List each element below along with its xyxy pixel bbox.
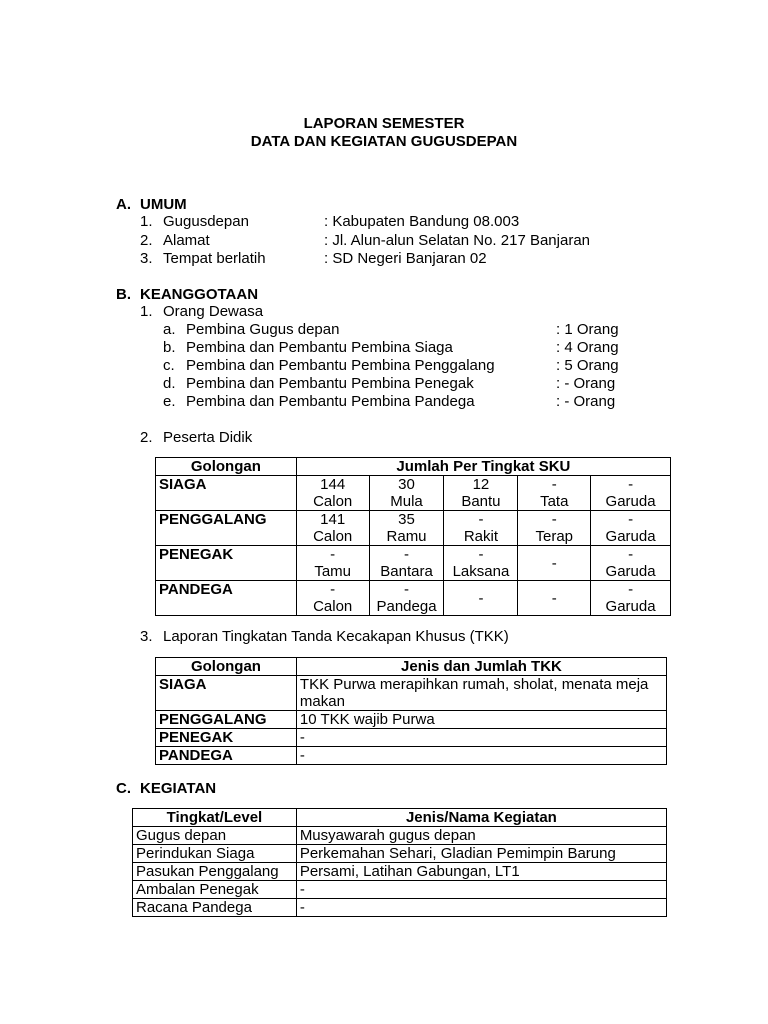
umum-item-label: Tempat berlatih <box>163 250 266 267</box>
section-b-title: KEANGGOTAAN <box>140 286 259 303</box>
table-row <box>156 676 667 711</box>
table-row <box>156 747 667 765</box>
sku-cell: - Garuda <box>591 511 671 546</box>
table-row <box>156 546 671 581</box>
kegiatan-cell: - <box>296 899 666 917</box>
adult-label: Pembina dan Pembantu Pembina Penggalang <box>186 357 495 374</box>
sub-item-label: Orang Dewasa <box>163 303 264 320</box>
sku-cell: - <box>518 546 591 581</box>
sku-cell: 144 Calon <box>296 476 369 511</box>
adult-letter: a. <box>163 321 176 338</box>
golongan-cell: PANDEGA <box>156 581 297 616</box>
golongan-cell: PENEGAK <box>156 546 297 581</box>
sku-cell: - Garuda <box>591 546 671 581</box>
table-row <box>133 863 667 881</box>
sku-cell: 35 Ramu <box>369 511 444 546</box>
level-cell: Ambalan Penegak <box>133 881 297 899</box>
table-row <box>156 476 671 511</box>
tkk-cell: - <box>296 729 666 747</box>
section-a-letter: A. <box>116 196 131 213</box>
section-c-title: KEGIATAN <box>140 780 217 797</box>
sku-cell: 30 Mula <box>369 476 444 511</box>
adult-label: Pembina dan Pembantu Pembina Pandega <box>186 393 475 410</box>
sub-item-num: 1. <box>140 303 153 320</box>
umum-item-num: 2. <box>140 232 153 249</box>
level-cell: Gugus depan <box>133 827 297 845</box>
sku-cell: - Laksana <box>444 546 518 581</box>
umum-item-value: : Kabupaten Bandung 08.003 <box>324 213 520 230</box>
adult-value: : 1 Orang <box>556 321 619 338</box>
adult-value: : 5 Orang <box>556 357 619 374</box>
tkk-cell: - <box>296 747 666 765</box>
adult-letter: b. <box>163 339 176 356</box>
table-row <box>133 827 667 845</box>
table-header-row <box>156 458 671 476</box>
kegiatan-table <box>132 808 667 917</box>
table-row <box>156 581 671 616</box>
table-header-row <box>156 658 667 676</box>
sku-cell: - Pandega <box>369 581 444 616</box>
sku-cell: - Garuda <box>591 476 671 511</box>
table-row <box>133 899 667 917</box>
adult-value: : - Orang <box>556 375 616 392</box>
table-row <box>133 845 667 863</box>
report-subtitle: DATA DAN KEGIATAN GUGUSDEPAN <box>250 133 518 150</box>
adult-letter: d. <box>163 375 176 392</box>
sub-item-label: Peserta Didik <box>163 429 253 446</box>
golongan-cell: PANDEGA <box>156 747 297 765</box>
adult-label: Pembina Gugus depan <box>186 321 340 338</box>
sku-cell: - Tamu <box>296 546 369 581</box>
table-header-row <box>133 809 667 827</box>
sku-cell: - Rakit <box>444 511 518 546</box>
table-row <box>156 511 671 546</box>
golongan-cell: PENGGALANG <box>156 711 297 729</box>
umum-item-label: Gugusdepan <box>163 213 249 230</box>
sub-item-num: 3. <box>140 628 153 645</box>
golongan-cell: PENGGALANG <box>156 511 297 546</box>
sku-cell: - Terap <box>518 511 591 546</box>
sku-cell: - <box>444 581 518 616</box>
sku-cell: 141 Calon <box>296 511 369 546</box>
kegiatan-cell: Perkemahan Sehari, Gladian Pemimpin Barung <box>296 845 666 863</box>
sku-cell: - Tata <box>518 476 591 511</box>
tkk-cell: TKK Purwa merapihkan rumah, sholat, menata meja makan <box>296 676 666 711</box>
level-cell: Perindukan Siaga <box>133 845 297 863</box>
peserta-didik-table <box>155 457 671 616</box>
adult-letter: c. <box>163 357 175 374</box>
section-a-title: UMUM <box>140 196 187 213</box>
golongan-cell: SIAGA <box>156 476 297 511</box>
column-header: Golongan <box>156 658 297 676</box>
sub-item-num: 2. <box>140 429 153 446</box>
adult-value: : 4 Orang <box>556 339 619 356</box>
tkk-cell: 10 TKK wajib Purwa <box>296 711 666 729</box>
column-header: Jenis/Nama Kegiatan <box>296 809 666 827</box>
umum-item-num: 1. <box>140 213 153 230</box>
adult-label: Pembina dan Pembantu Pembina Siaga <box>186 339 453 356</box>
section-c-letter: C. <box>116 780 131 797</box>
sku-cell: - <box>518 581 591 616</box>
column-header: Jenis dan Jumlah TKK <box>296 658 666 676</box>
table-row <box>156 729 667 747</box>
column-header: Tingkat/Level <box>133 809 297 827</box>
sub-item-label: Laporan Tingkatan Tanda Kecakapan Khusus (TKK) <box>163 628 509 645</box>
adult-value: : - Orang <box>556 393 616 410</box>
kegiatan-cell: - <box>296 881 666 899</box>
golongan-cell: SIAGA <box>156 676 297 711</box>
sku-cell: - Garuda <box>591 581 671 616</box>
tkk-table <box>155 657 667 765</box>
golongan-cell: PENEGAK <box>156 729 297 747</box>
umum-item-num: 3. <box>140 250 153 267</box>
sku-cell: - Bantara <box>369 546 444 581</box>
level-cell: Racana Pandega <box>133 899 297 917</box>
report-title: LAPORAN SEMESTER <box>303 115 465 132</box>
table-row <box>156 711 667 729</box>
umum-item-value: : SD Negeri Banjaran 02 <box>324 250 487 267</box>
kegiatan-cell: Persami, Latihan Gabungan, LT1 <box>296 863 666 881</box>
column-header: Jumlah Per Tingkat SKU <box>296 458 670 476</box>
umum-item-value: : Jl. Alun-alun Selatan No. 217 Banjaran <box>324 232 591 249</box>
sku-cell: - Calon <box>296 581 369 616</box>
sku-cell: 12 Bantu <box>444 476 518 511</box>
section-b-letter: B. <box>116 286 131 303</box>
level-cell: Pasukan Penggalang <box>133 863 297 881</box>
table-row <box>133 881 667 899</box>
column-header: Golongan <box>156 458 297 476</box>
adult-letter: e. <box>163 393 176 410</box>
kegiatan-cell: Musyawarah gugus depan <box>296 827 666 845</box>
adult-label: Pembina dan Pembantu Pembina Penegak <box>186 375 474 392</box>
umum-item-label: Alamat <box>163 232 210 249</box>
